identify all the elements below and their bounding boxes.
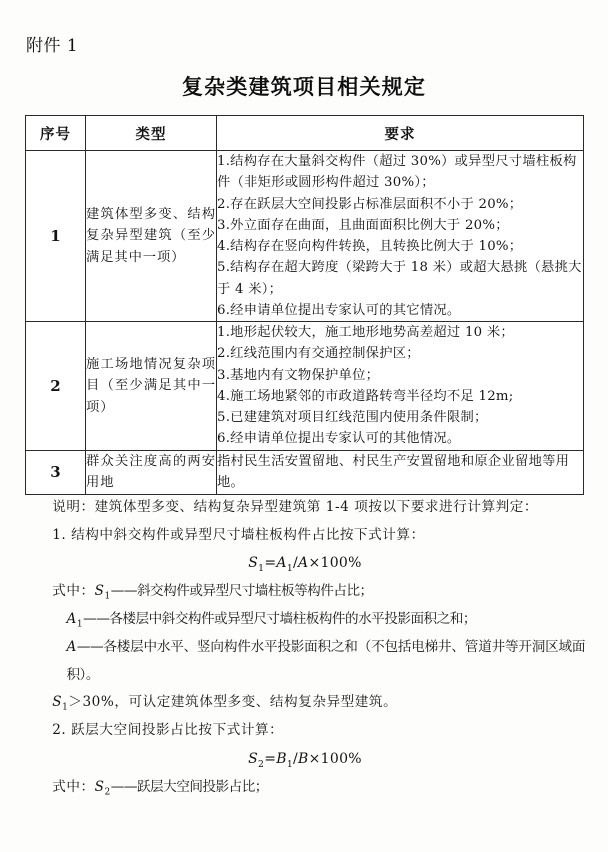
formula-s2-equals: = bbox=[264, 751, 277, 767]
formula-s2-slash: / bbox=[293, 751, 299, 767]
column-header-no: 序号 bbox=[26, 116, 86, 151]
definition-s1-text: ——斜交构件或异型尺寸墙柱板等构件占比； bbox=[110, 583, 373, 600]
requirement-item: 6.经申请单位提出专家认可的其他情况。 bbox=[217, 431, 461, 447]
formula-s2-numerator: $B_1$ bbox=[276, 751, 293, 770]
requirement-item: 5.结构存在超大跨度（梁跨大于 18 米）或超大悬挑（悬挑大于 4 米）； bbox=[217, 260, 582, 297]
definition-s1-symbol: $S_1$ bbox=[94, 583, 111, 603]
column-header-requirement: 要求 bbox=[217, 116, 584, 151]
formula-s2-symbol: $S_2$ bbox=[248, 751, 265, 770]
row-number: 1 bbox=[26, 151, 86, 322]
notes-intro: 说明：建筑体型多变、结构复杂异型建筑第 1-4 项按以下要求进行计算判定： bbox=[52, 499, 539, 515]
requirement-item: 3.外立面存在曲面，且曲面面积比例大于 20%； bbox=[217, 217, 509, 233]
row-type: 建筑体型多变、结构复杂异型建筑（至少满足其中一项） bbox=[86, 151, 217, 322]
definition-s2-text: ——跃层大空间投影占比； bbox=[110, 779, 268, 796]
formula-s1-multiplier: ×100% bbox=[308, 555, 362, 572]
conclusion-s1-symbol: $S_1$ bbox=[52, 694, 69, 714]
formula-s1-numerator: $A_1$ bbox=[276, 555, 293, 574]
definition-s2 bbox=[25, 774, 585, 802]
requirement-item: 2.红线范围内有交通控制保护区； bbox=[217, 346, 420, 362]
requirement-item: 4.结构存在竖向构件转换，且转换比例大于 10%； bbox=[217, 239, 523, 255]
table-header-row bbox=[26, 116, 584, 151]
notes-section bbox=[25, 494, 585, 802]
notes-item2-lead: 2. 跃层大空间投影占比按下式计算： bbox=[52, 722, 284, 739]
definition-s1 bbox=[25, 578, 585, 606]
row-requirements bbox=[217, 450, 584, 494]
attachment-label: 附件 1 bbox=[26, 36, 79, 56]
page-title: 复杂类建筑项目相关规定 bbox=[181, 74, 427, 99]
regulations-table bbox=[25, 115, 584, 495]
formula-s2-multiplier: ×100% bbox=[308, 751, 362, 767]
formula-s1 bbox=[25, 549, 585, 578]
notes-item1-lead: 1. 结构中斜交构件或异型尺寸墙柱板构件占比按下式计算： bbox=[52, 526, 425, 543]
definition-a-text: ——各楼层中水平、竖向构件水平投影面积之和（不包括电梯井、管道井等开洞区域面积）。 bbox=[66, 639, 585, 683]
row-type: 施工场地情况复杂项目（至少满足其中一项） bbox=[86, 322, 217, 451]
requirement-item: 6.经申请单位提出专家认可的其它情况。 bbox=[217, 302, 461, 318]
definition-a bbox=[25, 634, 585, 689]
formula-s2-denominator: B bbox=[298, 751, 309, 767]
conclusion-s1 bbox=[25, 689, 585, 717]
conclusion-s1-text: ＞30%，可认定建筑体型多变、结构复杂异型建筑。 bbox=[68, 694, 398, 711]
row-type: 群众关注度高的两安用地 bbox=[86, 450, 217, 494]
requirement-item: 1.结构存在大量斜交构件（超过 30%）或异型尺寸墙柱板构件（非矩形或圆形构件超过 30%）； bbox=[217, 154, 577, 191]
column-header-type: 类型 bbox=[86, 116, 217, 151]
definition-a1 bbox=[25, 606, 585, 634]
where-label-2: 式中： bbox=[52, 779, 95, 796]
requirement-item: 5.已建建筑对项目红线范围内使用条件限制； bbox=[217, 410, 488, 426]
row-requirements bbox=[217, 151, 584, 322]
definition-a1-text: ——各楼层中斜交构件或异型尺寸墙柱板构件的水平投影面积之和； bbox=[83, 611, 476, 628]
formula-s2 bbox=[25, 745, 585, 774]
definition-a-symbol: A bbox=[66, 639, 77, 656]
definition-a1-symbol: $A_1$ bbox=[66, 611, 84, 631]
table-row bbox=[26, 322, 584, 451]
row-number: 2 bbox=[26, 322, 86, 451]
requirement-item: 3.基地内有文物保护单位； bbox=[217, 367, 380, 383]
requirement-item: 指村民生活安置留地、村民生产安置留地和原企业留地等用地。 bbox=[217, 453, 570, 491]
formula-s1-symbol: $S_1$ bbox=[248, 555, 265, 574]
row-requirements bbox=[217, 322, 584, 451]
formula-s1-equals: = bbox=[264, 555, 277, 572]
where-label: 式中： bbox=[52, 583, 95, 600]
regulations-table-wrapper bbox=[25, 115, 583, 495]
table-row bbox=[26, 450, 584, 494]
row-number: 3 bbox=[26, 450, 86, 494]
requirement-item: 1.地形起伏较大，施工地形地势高差超过 10 米； bbox=[217, 325, 514, 341]
table-row bbox=[26, 151, 584, 322]
formula-s1-slash: / bbox=[293, 555, 299, 572]
formula-s1-denominator: A bbox=[298, 555, 309, 572]
requirement-item: 4.施工场地紧邻的市政道路转弯半径均不足 12m; bbox=[217, 388, 514, 404]
definition-s2-symbol: $S_2$ bbox=[94, 779, 111, 798]
requirement-item: 2.存在跃层大空间投影占标准层面积不小于 20%； bbox=[217, 196, 523, 212]
